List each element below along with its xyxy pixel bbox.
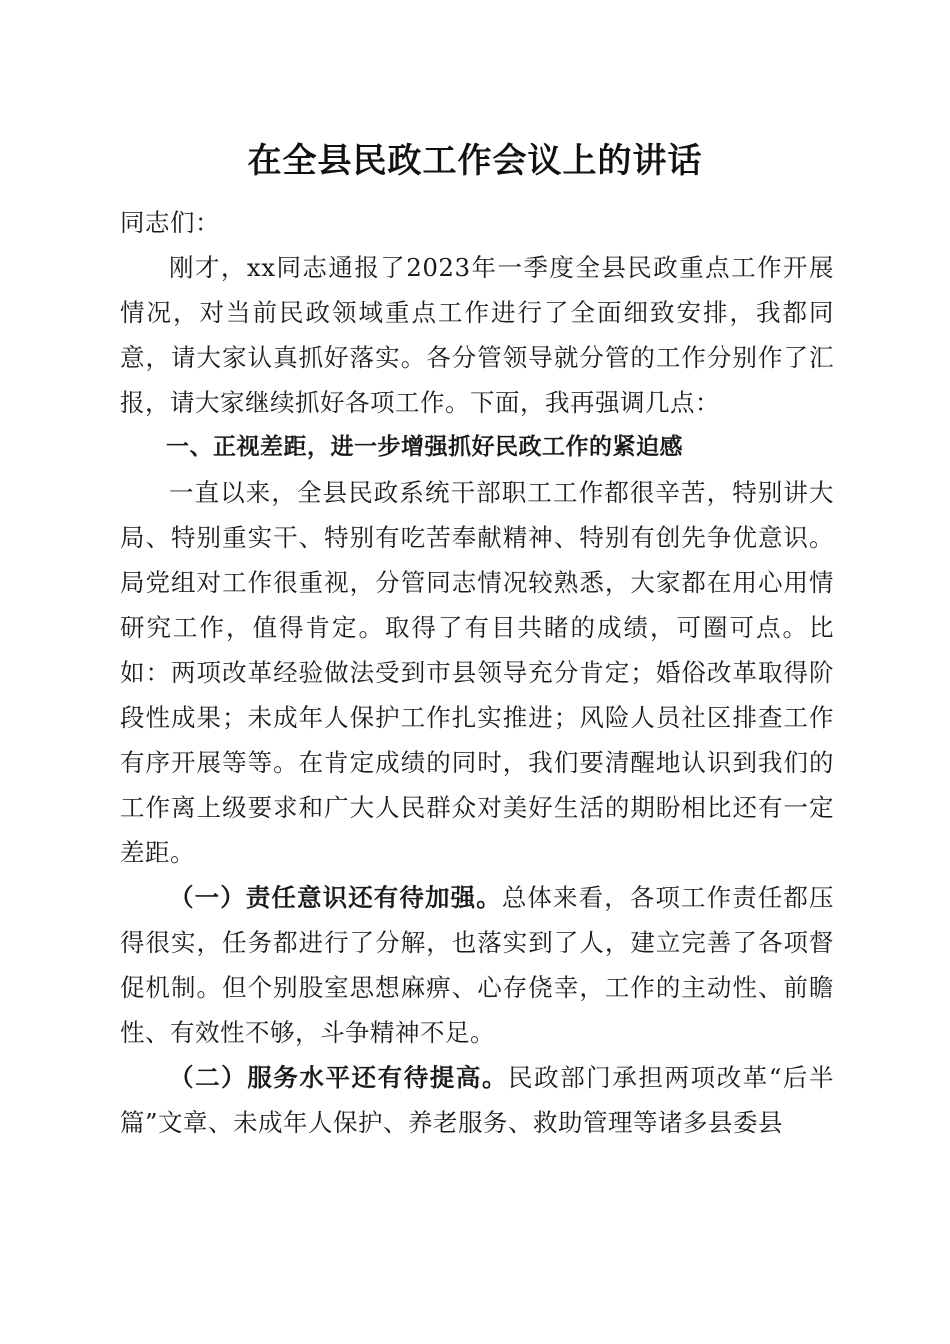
- point-1-lead: （一）责任意识还有待加强。: [169, 883, 502, 912]
- section-heading-1: 一、正视差距，进一步增强抓好民政工作的紧迫感: [166, 434, 683, 460]
- document-title: 在全县民政工作会议上的讲话: [247, 141, 703, 181]
- section-1-paragraph: 一直以来，全县民政系统干部职工工作都很辛苦，特别讲大局、特别重实干、特别有吃苦奉献精神、特别有创先争优意识。局党组对工作很重视，分管同志情况较熟悉，大家都在用心用情研究工作，值得肯定。取得了有目共睹的成绩，可圈可点。比如：两项改革经验做法受到市县领导充分肯定；婚俗改革取得阶段性成果；未成年人保护工作扎实推进；风险人员社区排查工作有序开展等等。在肯定成绩的同时，我们要清醒地认识到我们的工作离上级要求和广大人民群众对美好生活的期盼相比还有一定差距。: [120, 478, 834, 867]
- intro-paragraph: 刚才，xx同志通报了2023年一季度全县民政重点工作开展情况，对当前民政领域重点工作进行了全面细致安排，我都同意，请大家认真抓好落实。各分管领导就分管的工作分别作了汇报，请大家继续抓好各项工作。下面，我再强调几点：: [120, 253, 834, 417]
- point-2-lead: （二）服务水平还有待提高。: [169, 1063, 509, 1092]
- point-1-text: 总体来看，各项工作责任都压得很实，任务都进行了分解，也落实到了人，建立完善了各项督促机制。但个别股室思想麻痹、心存侥幸，工作的主动性、前瞻性、有效性不够，斗争精神不足。: [120, 883, 835, 1047]
- point-2-paragraph: [120, 1055, 834, 1145]
- document-body: [120, 200, 834, 1145]
- point-2-text: 民政部门承担两项改革“后半篇”文章、未成年人保护、养老服务、救助管理等诸多县委县: [120, 1063, 835, 1137]
- point-1-paragraph: [120, 875, 834, 1055]
- salutation: 同志们：: [120, 208, 220, 237]
